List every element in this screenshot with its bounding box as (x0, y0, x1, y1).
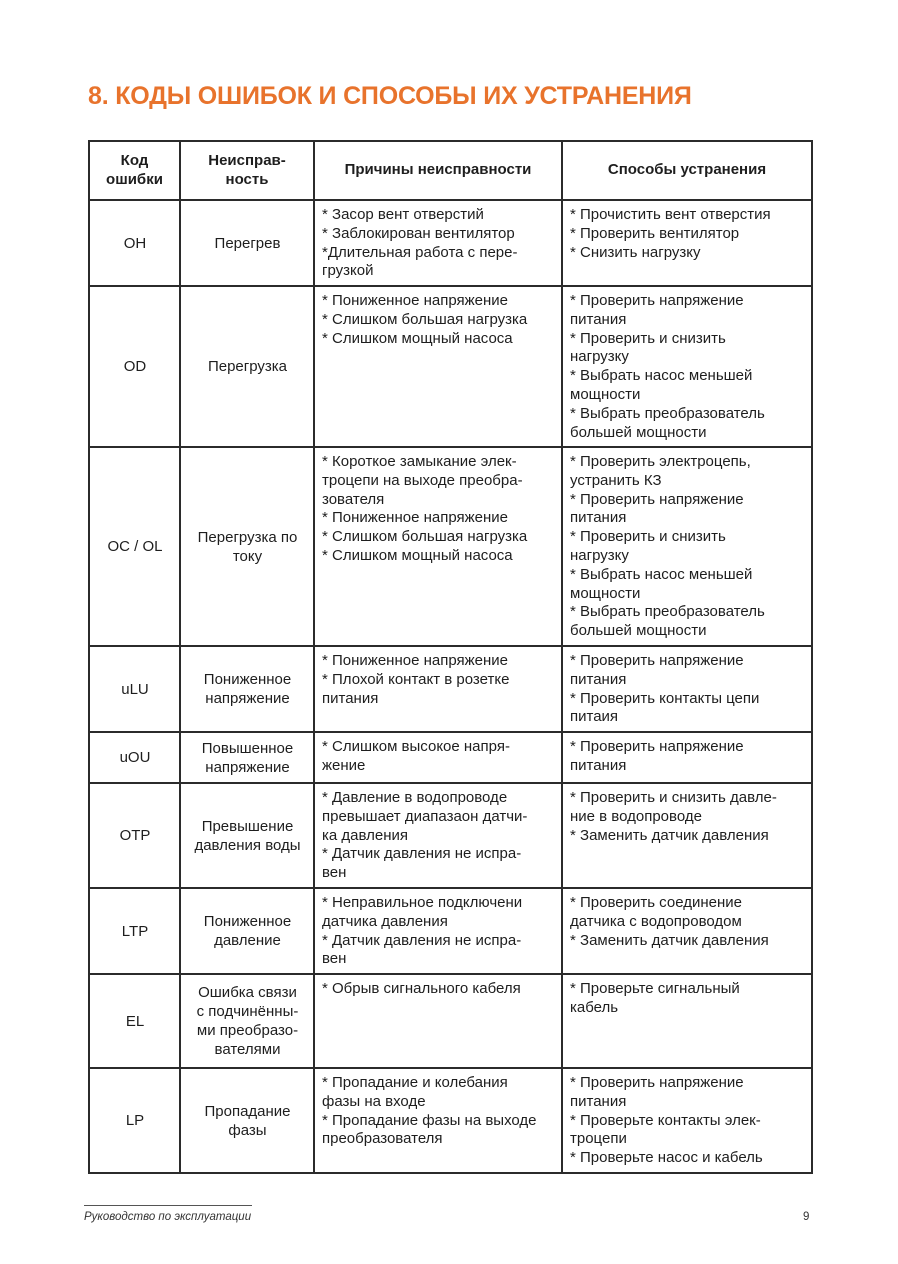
cell-line: нагрузку (570, 546, 629, 564)
page-title: 8. КОДЫ ОШИБОК И СПОСОБЫ ИХ УСТРАНЕНИЯ (88, 82, 692, 110)
cell-line: * Слишком высокое напря- (322, 738, 510, 755)
cell-fixes (562, 200, 812, 286)
cell-line: троцепи на выходе преобра- (322, 471, 523, 489)
cell-line: * Давление в водопроводе (322, 789, 508, 806)
cell-line: мощности (570, 584, 641, 602)
cell-line: датчика давления (322, 912, 448, 930)
cell-line: * Пониженное напряжение (322, 652, 509, 669)
cell-line: OTP (119, 827, 151, 845)
cell-name (180, 646, 314, 732)
cell-line: давление (214, 932, 281, 949)
cell-fixes (562, 888, 812, 974)
cell-line: OD (123, 358, 147, 376)
cell-line: напряжение (205, 690, 290, 707)
cell-code (89, 447, 180, 646)
cell-line: датчика с водопроводом (570, 912, 742, 930)
cell-fixes (562, 1068, 812, 1173)
table-row (89, 646, 812, 732)
cell-fixes (562, 646, 812, 732)
table-row (89, 783, 812, 888)
error-codes-table (88, 140, 813, 1174)
cell-line: * Проверить напряжение (570, 292, 744, 309)
cell-line: * Заменить датчик давления (570, 931, 769, 949)
table-row (89, 732, 812, 783)
cell-causes (314, 200, 562, 286)
cell-line: Пониженное (203, 671, 292, 689)
cell-causes (314, 783, 562, 888)
cell-line: * Засор вент отверстий (322, 206, 484, 223)
cell-line: питания (570, 509, 627, 527)
cell-causes (314, 888, 562, 974)
cell-line: * Датчик давления не испра- (322, 931, 522, 949)
cell-line: * Слишком мощный насоса (322, 329, 513, 347)
cell-line: питания (570, 310, 627, 328)
cell-line: мощности (570, 385, 641, 403)
cell-line: * Обрыв сигнального кабеля (322, 980, 521, 997)
cell-line: * Слишком большая нагрузка (322, 310, 528, 328)
cell-line: LTP (121, 922, 149, 940)
cell-line: превышает диапазаон датчи- (322, 807, 528, 825)
cell-line: * Проверить напряжение (570, 1074, 744, 1091)
cell-line: троцепи (570, 1130, 627, 1148)
cell-line: * Снизить нагрузку (570, 243, 701, 261)
cell-fixes (562, 732, 812, 783)
cell-line: *Длительная работа с пере- (322, 243, 518, 261)
cell-line: * Пониженное напряжение (322, 509, 509, 527)
cell-name (180, 286, 314, 447)
cell-line: OC / OL (107, 538, 163, 556)
footer-rule (84, 1205, 252, 1206)
cell-line: * Заменить датчик давления (570, 826, 769, 844)
cell-causes (314, 1068, 562, 1173)
header-causes: Причины неисправности (314, 141, 562, 200)
cell-line: вен (322, 864, 347, 882)
header-name: Неисправ- ность (180, 141, 314, 200)
cell-line: вен (322, 950, 347, 968)
cell-line: нагрузку (570, 348, 629, 366)
cell-line: зователя (322, 490, 385, 508)
cell-line: жение (322, 756, 366, 774)
cell-line: * Слишком большая нагрузка (322, 528, 528, 546)
cell-line: вателями (214, 1040, 281, 1058)
cell-code (89, 1068, 180, 1173)
cell-fixes (562, 286, 812, 447)
cell-line: Пропадание (204, 1102, 291, 1120)
cell-code (89, 646, 180, 732)
cell-line: ми преобразо- (196, 1022, 299, 1039)
table-row (89, 974, 812, 1068)
cell-line: uLU (121, 680, 149, 698)
cell-name (180, 732, 314, 783)
header-fixes: Способы устранения (562, 141, 812, 200)
cell-line: * Проверить электроцепь, (570, 453, 751, 470)
table-header-row (89, 141, 812, 200)
cell-fixes (562, 447, 812, 646)
cell-line: ка давления (322, 826, 409, 844)
cell-line: * Проверить контакты цепи (570, 689, 760, 707)
cell-causes (314, 447, 562, 646)
cell-line: LP (125, 1112, 145, 1130)
table-row (89, 200, 812, 286)
header-code: Код ошибки (89, 141, 180, 200)
cell-line: uOU (119, 749, 151, 767)
cell-line: * Проверить и снизить (570, 329, 726, 347)
cell-line: * Выбрать насос меньшей (570, 367, 753, 385)
cell-line: * Проверить и снизить давле- (570, 789, 777, 806)
cell-line: Пониженное (203, 913, 292, 931)
cell-line: Перегрев (214, 234, 281, 252)
cell-causes (314, 646, 562, 732)
cell-line: большей мощности (570, 622, 707, 640)
cell-code (89, 200, 180, 286)
table-row (89, 447, 812, 646)
cell-code (89, 888, 180, 974)
cell-code (89, 732, 180, 783)
cell-causes (314, 732, 562, 783)
footer-text: Руководство по эксплуатации (84, 1211, 252, 1223)
cell-code (89, 286, 180, 447)
table-row (89, 888, 812, 974)
cell-name (180, 200, 314, 286)
cell-line: * Проверить напряжение (570, 738, 744, 755)
cell-line: Перегрузка (207, 358, 288, 376)
cell-line: устранить КЗ (570, 471, 662, 489)
cell-code (89, 783, 180, 888)
cell-line: фазы на входе (322, 1092, 426, 1110)
cell-line: * Прочистить вент отверстия (570, 206, 771, 223)
cell-line: ние в водопроводе (570, 807, 702, 825)
cell-line: напряжение (205, 758, 290, 776)
cell-line: * Выбрать преобразователь (570, 404, 765, 422)
cell-line: * Пропадание фазы на выходе (322, 1111, 537, 1129)
cell-line: питания (570, 756, 627, 774)
cell-line: с подчинённы- (196, 1003, 299, 1021)
cell-name (180, 1068, 314, 1173)
cell-line: OH (123, 234, 147, 252)
cell-line: * Проверить вентилятор (570, 224, 740, 242)
cell-line: давления воды (194, 836, 301, 854)
cell-line: питаия (570, 708, 619, 726)
cell-line: * Проверить напряжение (570, 490, 744, 508)
cell-line: * Проверить напряжение (570, 652, 744, 669)
cell-line: питания (570, 670, 627, 688)
cell-line: * Проверить соединение (570, 894, 742, 911)
cell-causes (314, 974, 562, 1068)
cell-line: * Проверьте насос и кабель (570, 1149, 763, 1167)
cell-fixes (562, 974, 812, 1068)
cell-line: питания (322, 689, 379, 707)
cell-line: * Выбрать преобразователь (570, 603, 765, 621)
cell-line: питания (570, 1092, 627, 1110)
cell-code (89, 974, 180, 1068)
cell-line: * Пониженное напряжение (322, 292, 509, 309)
cell-line: Повышенное (201, 739, 294, 757)
cell-line: * Проверьте сигнальный (570, 980, 740, 997)
cell-line: * Проверьте контакты элек- (570, 1111, 761, 1129)
cell-line: * Заблокирован вентилятор (322, 224, 515, 242)
cell-line: * Неправильное подключени (322, 894, 523, 911)
cell-line: * Короткое замыкание элек- (322, 453, 517, 470)
cell-line: * Плохой контакт в розетке (322, 670, 510, 688)
cell-name (180, 447, 314, 646)
cell-line: * Проверить и снизить (570, 528, 726, 546)
cell-line: * Пропадание и колебания (322, 1074, 508, 1091)
cell-line: * Датчик давления не испра- (322, 845, 522, 863)
cell-line: большей мощности (570, 423, 707, 441)
cell-line: грузкой (322, 262, 374, 280)
table-row (89, 1068, 812, 1173)
cell-name (180, 783, 314, 888)
cell-line: фазы (228, 1121, 267, 1139)
cell-fixes (562, 783, 812, 888)
cell-line: EL (125, 1012, 145, 1030)
cell-line: Превышение (201, 817, 294, 835)
cell-line: току (232, 547, 263, 565)
cell-line: кабель (570, 998, 619, 1016)
cell-name (180, 888, 314, 974)
cell-line: * Слишком мощный насоса (322, 546, 513, 564)
cell-line: * Выбрать насос меньшей (570, 565, 753, 583)
cell-line: преобразователя (322, 1130, 443, 1148)
cell-line: Перегрузка по (197, 528, 298, 546)
cell-line: Ошибка связи (198, 984, 297, 1002)
cell-causes (314, 286, 562, 447)
table-row (89, 286, 812, 447)
cell-name (180, 974, 314, 1068)
page-number: 9 (803, 1211, 810, 1223)
